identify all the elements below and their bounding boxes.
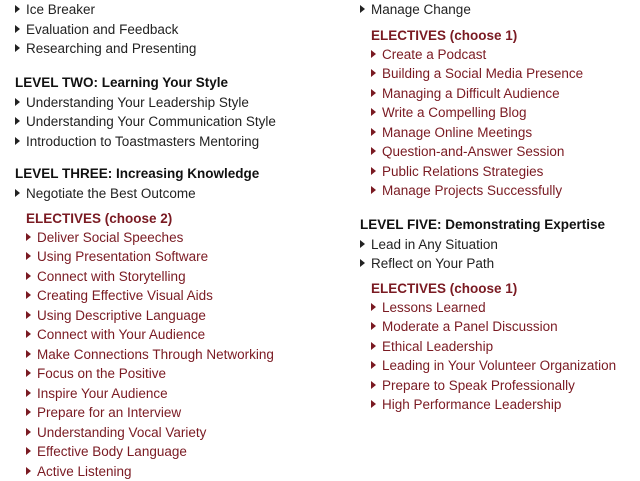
elective-item — [371, 298, 640, 318]
elective-item — [371, 162, 640, 182]
elective-item — [371, 356, 640, 376]
item-label: Manage Projects Successfully — [382, 183, 562, 198]
item-label: Create a Podcast — [382, 47, 486, 62]
triangle-right-icon — [371, 69, 376, 77]
triangle-right-icon — [371, 342, 376, 350]
triangle-right-icon — [15, 189, 20, 197]
item-label: Leading in Your Volunteer Organization — [382, 358, 616, 373]
elective-item — [371, 376, 640, 396]
list-item — [15, 112, 345, 132]
elective-item — [371, 64, 640, 84]
item-label: Manage Online Meetings — [382, 125, 532, 140]
elective-item — [371, 123, 640, 143]
triangle-right-icon — [371, 50, 376, 58]
triangle-right-icon — [371, 400, 376, 408]
item-label: Understanding Your Communication Style — [26, 114, 276, 129]
item-label: Understanding Vocal Variety — [37, 425, 206, 440]
electives-heading: ELECTIVES (choose 1) — [371, 279, 640, 298]
item-label: Ice Breaker — [26, 2, 95, 17]
item-label: Effective Body Language — [37, 444, 187, 459]
list-item — [360, 0, 640, 20]
item-label: Lessons Learned — [382, 300, 486, 315]
item-label: Introduction to Toastmasters Mentoring — [26, 134, 259, 149]
item-label: Negotiate the Best Outcome — [26, 186, 196, 201]
level-five-list — [360, 235, 640, 274]
elective-item — [26, 345, 345, 365]
electives-heading: ELECTIVES (choose 1) — [371, 26, 640, 45]
elective-item — [371, 103, 640, 123]
triangle-right-icon — [371, 303, 376, 311]
elective-item — [26, 267, 345, 287]
item-label: Prepare to Speak Professionally — [382, 378, 575, 393]
item-label: Question-and-Answer Session — [382, 144, 564, 159]
level-four-electives — [360, 26, 640, 201]
level-three-electives — [15, 209, 345, 481]
triangle-right-icon — [371, 167, 376, 175]
item-label: Creating Effective Visual Aids — [37, 288, 213, 303]
item-label: Write a Compelling Blog — [382, 105, 527, 120]
triangle-right-icon — [15, 98, 20, 106]
right-column — [360, 0, 640, 415]
triangle-right-icon — [26, 252, 31, 260]
elective-item — [26, 462, 345, 481]
level-four-list — [360, 0, 640, 20]
item-label: Using Descriptive Language — [37, 308, 206, 323]
item-label: Prepare for an Interview — [37, 405, 181, 420]
elective-item — [26, 228, 345, 248]
elective-item — [26, 442, 345, 462]
elective-item — [371, 142, 640, 162]
level-one-list — [15, 0, 345, 59]
level-two-heading: LEVEL TWO: Learning Your Style — [15, 73, 345, 93]
item-label: Using Presentation Software — [37, 249, 208, 264]
triangle-right-icon — [26, 369, 31, 377]
triangle-right-icon — [26, 350, 31, 358]
triangle-right-icon — [15, 137, 20, 145]
item-label: Manage Change — [371, 2, 471, 17]
triangle-right-icon — [26, 330, 31, 338]
level-three-list — [15, 184, 345, 204]
triangle-right-icon — [26, 291, 31, 299]
triangle-right-icon — [371, 108, 376, 116]
left-column — [15, 0, 345, 481]
item-label: Active Listening — [37, 464, 132, 479]
elective-item — [26, 306, 345, 326]
item-label: Evaluation and Feedback — [26, 22, 178, 37]
item-label: Reflect on Your Path — [371, 256, 494, 271]
elective-item — [26, 423, 345, 443]
electives-heading: ELECTIVES (choose 2) — [26, 209, 345, 228]
elective-item — [371, 84, 640, 104]
item-label: Make Connections Through Networking — [37, 347, 274, 362]
elective-item — [26, 325, 345, 345]
triangle-right-icon — [371, 381, 376, 389]
item-label: Managing a Difficult Audience — [382, 86, 560, 101]
item-label: Researching and Presenting — [26, 41, 196, 56]
list-item — [15, 0, 345, 20]
item-label: Building a Social Media Presence — [382, 66, 583, 81]
triangle-right-icon — [371, 147, 376, 155]
item-label: High Performance Leadership — [382, 397, 561, 412]
triangle-right-icon — [26, 389, 31, 397]
level-three-heading: LEVEL THREE: Increasing Knowledge — [15, 164, 345, 184]
item-label: Connect with Storytelling — [37, 269, 186, 284]
triangle-right-icon — [15, 44, 20, 52]
triangle-right-icon — [371, 322, 376, 330]
list-item — [360, 254, 640, 274]
level-two-list — [15, 93, 345, 152]
triangle-right-icon — [15, 25, 20, 33]
elective-item — [26, 286, 345, 306]
list-item — [15, 93, 345, 113]
item-label: Deliver Social Speeches — [37, 230, 183, 245]
triangle-right-icon — [371, 186, 376, 194]
level-five-heading: LEVEL FIVE: Demonstrating Expertise — [360, 215, 640, 235]
triangle-right-icon — [26, 408, 31, 416]
triangle-right-icon — [26, 447, 31, 455]
item-label: Understanding Your Leadership Style — [26, 95, 249, 110]
item-label: Ethical Leadership — [382, 339, 493, 354]
list-item — [15, 184, 345, 204]
item-label: Public Relations Strategies — [382, 164, 543, 179]
elective-item — [26, 364, 345, 384]
triangle-right-icon — [371, 361, 376, 369]
elective-item — [371, 181, 640, 201]
triangle-right-icon — [15, 5, 20, 13]
triangle-right-icon — [371, 89, 376, 97]
triangle-right-icon — [26, 428, 31, 436]
item-label: Focus on the Positive — [37, 366, 166, 381]
triangle-right-icon — [360, 5, 365, 13]
triangle-right-icon — [26, 311, 31, 319]
triangle-right-icon — [26, 272, 31, 280]
elective-item — [26, 403, 345, 423]
list-item — [15, 20, 345, 40]
triangle-right-icon — [360, 259, 365, 267]
elective-item — [26, 384, 345, 404]
item-label: Inspire Your Audience — [37, 386, 168, 401]
triangle-right-icon — [371, 128, 376, 136]
elective-item — [371, 337, 640, 357]
item-label: Moderate a Panel Discussion — [382, 319, 558, 334]
level-five-electives — [360, 279, 640, 415]
list-item — [15, 39, 345, 59]
elective-item — [371, 45, 640, 65]
elective-item — [371, 317, 640, 337]
list-item — [15, 132, 345, 152]
triangle-right-icon — [26, 467, 31, 475]
item-label: Connect with Your Audience — [37, 327, 205, 342]
elective-item — [26, 247, 345, 267]
elective-item — [371, 395, 640, 415]
triangle-right-icon — [360, 240, 365, 248]
item-label: Lead in Any Situation — [371, 237, 498, 252]
triangle-right-icon — [26, 233, 31, 241]
list-item — [360, 235, 640, 255]
triangle-right-icon — [15, 117, 20, 125]
